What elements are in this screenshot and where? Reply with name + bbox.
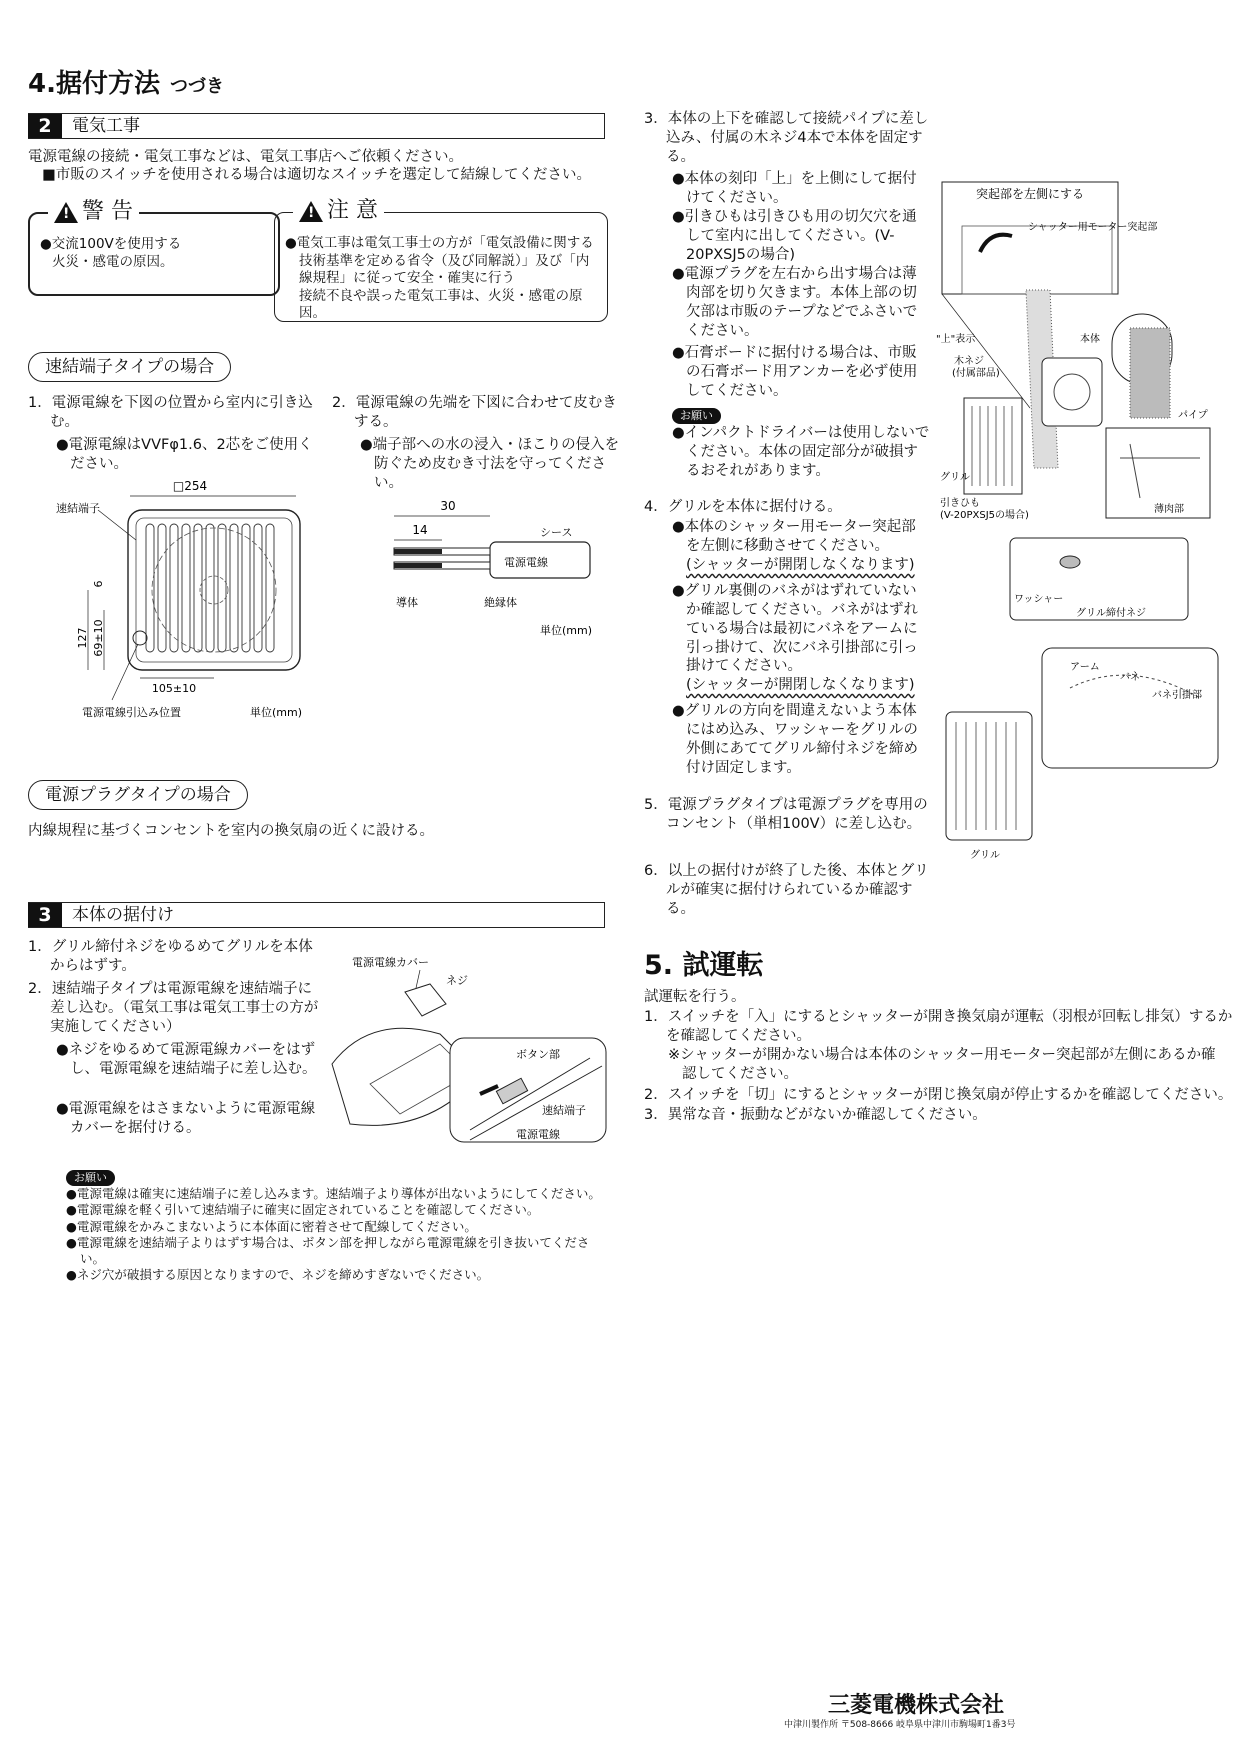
wire-strip-figure <box>380 496 600 646</box>
insulator-label: 絶縁体 <box>484 596 517 609</box>
step3-bullet1: ●本体の刻印「上」を上側にして据付けてください。 <box>672 171 917 206</box>
warning-box <box>28 199 280 296</box>
quick-step2: 2．電源電線の先端を下図に合わせて皮むきする。 <box>332 395 617 430</box>
dim-127-label: 127 <box>76 627 89 649</box>
right-step6: 6．以上の据付けが終了した後、本体とグリルが確実に据付けられているか確認する。 <box>644 863 929 917</box>
note-item: ●ネジ穴が破損する原因となりますので、ネジを締めすぎないでください。 <box>66 1267 490 1283</box>
unit-label-2: 単位(mm) <box>540 624 593 637</box>
sec3-step1: 1．グリル締付ネジをゆるめてグリルを本体からはずす。 <box>28 939 313 974</box>
company-name: 三菱電機株式会社 <box>828 1693 1005 1718</box>
thin-part-label: 薄肉部 <box>1154 504 1184 515</box>
dim-30-label: 30 <box>440 499 456 513</box>
terminal-label: 速結端子 <box>56 502 100 515</box>
sec3-step2: 2．速結端子タイプは電源電線を速結端子に差し込む。（電気工事は電気工事士の方が実施してください） <box>28 981 319 1035</box>
unit-label: 単位(mm) <box>250 706 303 719</box>
right-step3: 3．本体の上下を確認して接続パイプに差し込み、付属の木ネジ4本で本体を固定する。 <box>644 111 929 165</box>
wire-label-2: 電源電線 <box>516 1128 560 1141</box>
section-3-header <box>28 902 605 928</box>
pipe-label: パイプ <box>1178 410 1208 421</box>
washer-label: ワッシャー <box>1014 594 1064 605</box>
spring-hook-label: バネ引掛部 <box>1152 690 1202 701</box>
terminal-label-2: 速結端子 <box>542 1104 586 1117</box>
note-item: ●電源電線をかみこまないように本体面に密着させて配線してください。 <box>66 1218 477 1234</box>
sec2-line1: 電源電線の接続・電気工事などは、電気工事店へご依頼ください。 <box>28 149 463 165</box>
plug-text: 内線規程に基づくコンセントを室内の換気扇の近くに設ける。 <box>28 823 434 839</box>
test-step1: 1．スイッチを「入」にするとシャッターが開き換気扇が運転（羽根が回転し排気）するかを確認してください。 <box>644 1009 1233 1044</box>
step3-bullet2: ●引きひもは引きひも用の切欠穴を通して室内に出してください。(V-20PXSJ5の場合) <box>672 209 917 263</box>
dim-14-label: 14 <box>412 523 428 537</box>
quick-step2-bullet: ●端子部への水の浸入・ほこりの侵入を防ぐため皮むき寸法を守ってください。 <box>360 437 620 491</box>
right-step5: 5．電源プラグタイプは電源プラグを専用のコンセント（単相100V）に差し込む。 <box>644 797 928 832</box>
grille-label-2: グリル <box>970 850 1000 861</box>
quick-step1-bullet: ●電源電線はVVFφ1.6、2芯をご使用ください。 <box>56 437 313 472</box>
motor-label: シャッター用モーター突起部 <box>1028 222 1158 233</box>
step3-bullet3: ●電源プラグを左右から出す場合は薄肉部を切り欠きます。本体上部の切欠部は市販のテープなどでふさいでください。 <box>672 266 918 339</box>
test-step1-note: ※シャッターが開かない場合は本体のシャッター用モーター突起部が左側にあるか確認してください。 <box>668 1047 1216 1082</box>
cord-label: 引きひも <box>940 498 980 509</box>
sec3-onegai-badge: お願い <box>66 1168 115 1187</box>
step4-bullet2-warn: (シャッターが開閉しなくなります) <box>686 677 915 693</box>
body-label: 本体 <box>1080 334 1100 345</box>
sheath-label: シース <box>540 526 573 539</box>
warning-icon <box>54 202 78 223</box>
caution-text-2: 接続不良や誤った電気工事は、火災・感電の原因。 <box>299 287 583 322</box>
cord-sub-label: (V-20PXSJ5の場合) <box>940 510 1029 521</box>
page-title: 4.据付方法 つづき <box>28 69 224 99</box>
company-address: 中津川製作所 〒508-8666 岐阜県中津川市駒場町1番3号 <box>784 1720 1016 1730</box>
warning-header: ! 警 告 <box>48 198 139 227</box>
terminal-cover-figure <box>330 954 608 1146</box>
sec3-bullet2: ●電源電線をはさまないように電源電線カバーを据付ける。 <box>56 1101 316 1136</box>
wood-screw-label: 木ネジ <box>954 356 984 367</box>
screw-label: ネジ <box>446 974 468 987</box>
section-title: 本体の据付け <box>72 905 174 925</box>
right-step4: 4．グリルを本体に据付ける。 <box>644 499 842 515</box>
step3-note: ●インパクトドライバーは使用しないでください。本体の固定部分が破損するおそれがあります。 <box>672 425 930 479</box>
caution-header: ! 注 意 <box>293 197 384 226</box>
note-item: ●電源電線を速結端子よりはずす場合は、ボタン部を押しながら電源電線を引き抜いてください。 <box>66 1234 590 1266</box>
grille-screw-label: グリル締付ネジ <box>1076 608 1146 619</box>
warning-item-note: 火災・感電の原因。 <box>52 253 174 270</box>
dim-width-label: □254 <box>172 480 208 493</box>
test-step3: 3．異常な音・振動などがないか確認してください。 <box>644 1107 987 1123</box>
up-mark-label: "上"表示 <box>936 334 976 345</box>
test-intro: 試運転を行う。 <box>644 989 746 1005</box>
quick-step1: 1．電源電線を下図の位置から室内に引き込む。 <box>28 395 313 430</box>
caution-text: ●電気工事は電気工事士の方が「電気設備に関する技術基準を定める省令（及び同解説）」及び「内線規程」に従って安全・確実に行う <box>285 235 594 287</box>
wood-screw-sub-label: (付属部品) <box>952 368 1000 379</box>
section-number: 2 <box>28 114 62 138</box>
sec3-bullet1: ●ネジをゆるめて電源電線カバーをはずし、電源電線を速結端子に差し込む。 <box>56 1042 317 1077</box>
step3-bullet4: ●石膏ボードに据付ける場合は、市販の石膏ボード用アンカーを必ず使用してください。 <box>672 345 918 399</box>
dim-69-label: 69±10 <box>92 619 105 657</box>
caution-box <box>274 198 608 322</box>
wire-label: 電源電線 <box>504 556 548 569</box>
cover-label: 電源電線カバー <box>352 956 429 969</box>
step4-bullet2: ●グリル裏側のバネがはずれていないか確認してください。バネがはずれている場合は最初にバネをアームに引っ掛けて、次にバネ引掛部に引っ掛けてください。 <box>672 583 918 675</box>
section-title: 電気工事 <box>72 116 140 136</box>
entry-position-label: 電源電線引込み位置 <box>82 706 181 719</box>
right-onegai-badge: お願い <box>672 406 721 425</box>
caution-icon <box>299 201 323 222</box>
quick-terminal-pill: 速結端子タイプの場合 <box>28 352 231 382</box>
note-item: ●電源電線を軽く引いて速結端子に確実に固定されていることを確認してください。 <box>66 1202 540 1218</box>
terminal-location-figure <box>40 480 330 725</box>
button-label: ボタン部 <box>516 1048 560 1061</box>
step4-bullet3: ●グリルの方向を間違えないよう本体にはめ込み、ワッシャーをグリルの外側にあててグリル締付ネジを締め付け固定します。 <box>672 703 918 776</box>
plug-type-pill: 電源プラグタイプの場合 <box>28 780 248 810</box>
sec3-notes <box>66 1186 606 1284</box>
projection-label: 突起部を左側にする <box>975 187 1085 201</box>
step4-bullet1: ●本体のシャッター用モーター突起部を左側に移動させてください。 <box>672 519 916 554</box>
note-item: ●電源電線は確実に速結端子に差し込みます。速結端子より導体が出ないようにしてください。 <box>66 1186 601 1201</box>
grille-label: グリル <box>940 472 970 483</box>
sec2-line2: ■市販のスイッチを使用される場合は適切なスイッチを選定して結線してください。 <box>42 167 592 183</box>
arm-label: アーム <box>1070 662 1100 673</box>
section-number: 3 <box>28 903 62 927</box>
test-run-title: 5. 試運転 <box>644 950 764 981</box>
section-2-header <box>28 113 605 139</box>
installation-figure <box>930 168 1220 868</box>
step4-bullet1-warn: (シャッターが開閉しなくなります) <box>686 557 915 573</box>
dim-6-label: 6 <box>92 580 105 588</box>
dim-105-label: 105±10 <box>151 682 197 695</box>
test-step2: 2．スイッチを「切」にするとシャッターが閉じ換気扇が停止するかを確認してください。 <box>644 1087 1233 1103</box>
warning-item: ●交流100Vを使用する <box>40 236 182 252</box>
spring-label: バネ <box>1120 672 1140 683</box>
conductor-label: 導体 <box>396 596 418 609</box>
